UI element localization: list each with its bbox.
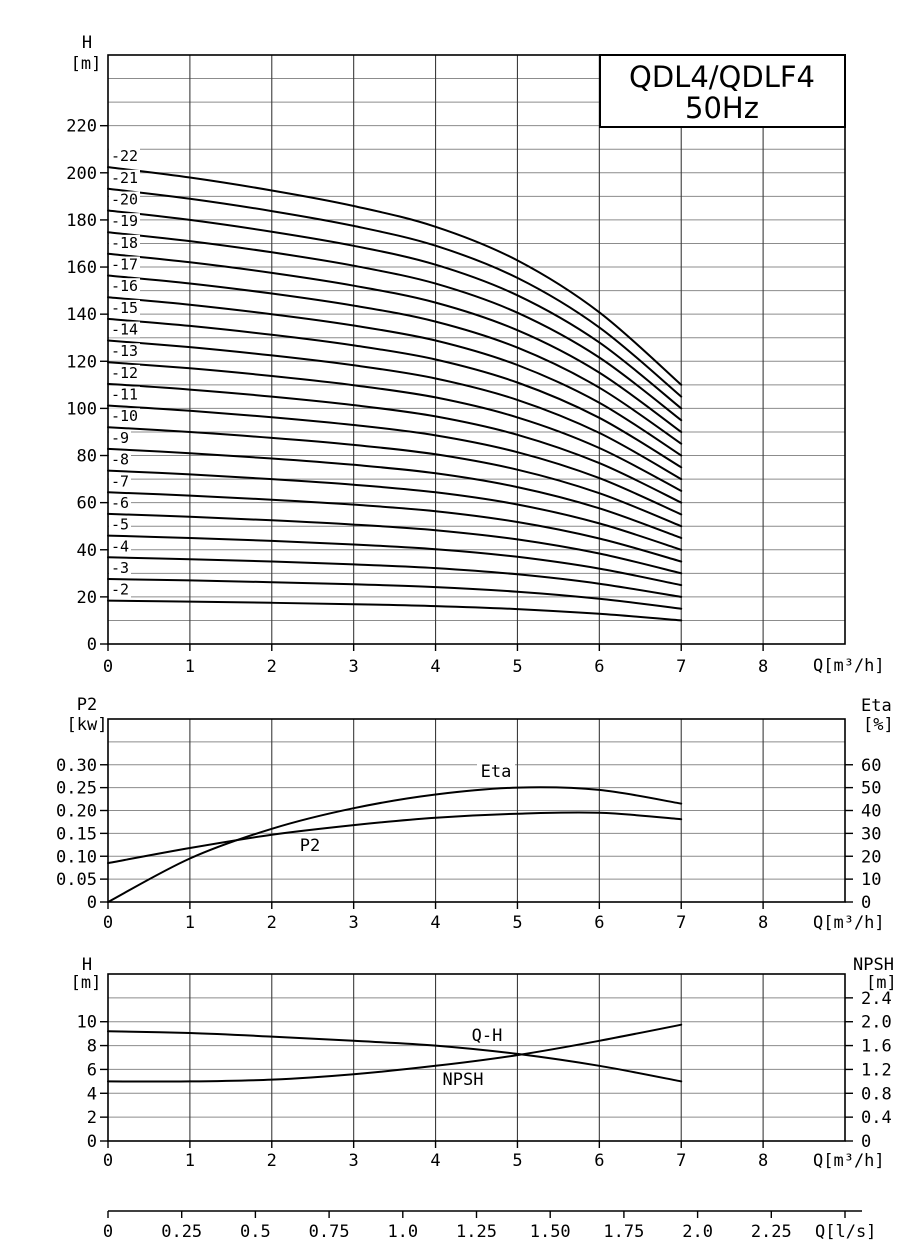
x-tick-label: 3 xyxy=(348,657,359,677)
head-curve--4 xyxy=(108,557,681,597)
generated-chart-layer xyxy=(56,55,892,1242)
x-tick-label: 1 xyxy=(184,1151,196,1171)
stage-label--16: -16 xyxy=(111,277,139,296)
qh-axis-unit: [m] xyxy=(70,973,102,993)
qh-label-text: Q-H xyxy=(471,1026,503,1046)
x-tick-label: 2 xyxy=(266,657,277,677)
y-tick-label-right: 60 xyxy=(861,755,882,776)
head-curve--5 xyxy=(108,536,681,586)
ls-tick-label: 0.5 xyxy=(240,1222,271,1242)
y-tick-label: 160 xyxy=(66,258,97,279)
head-curve--13 xyxy=(108,362,681,491)
y-tick-label-right: 0.4 xyxy=(861,1108,892,1129)
y-tick-label-right: 2.4 xyxy=(861,988,892,1009)
p2-label-text: P2 xyxy=(299,836,321,856)
ls-tick-label: 0.75 xyxy=(308,1222,350,1242)
title-box xyxy=(600,55,845,127)
stage-label--20: -20 xyxy=(111,190,139,209)
x-tick-label: 1 xyxy=(184,657,196,677)
eta-axis-title: Eta xyxy=(861,696,892,716)
x-tick-label: 8 xyxy=(757,657,769,677)
y-tick-label: 40 xyxy=(76,540,97,561)
x-tick-label: 7 xyxy=(676,657,687,677)
y-tick-label-left: 4 xyxy=(86,1084,97,1105)
head-axis-unit: [m] xyxy=(70,54,102,74)
x-tick-label: 1 xyxy=(184,913,196,933)
head-curve--2 xyxy=(108,601,681,621)
stage-label--12: -12 xyxy=(111,363,139,382)
ls-tick-label: 2.0 xyxy=(682,1222,713,1242)
npsh-axis-unit: [m] xyxy=(866,973,897,993)
stage-label--9: -9 xyxy=(111,428,130,447)
qh-curve-label xyxy=(466,1026,508,1046)
stage-label--5: -5 xyxy=(111,515,130,534)
ls-tick-label: 0.25 xyxy=(161,1222,203,1242)
x-tick-label: 8 xyxy=(757,913,769,933)
y-tick-label-left: 0.05 xyxy=(56,870,97,891)
npsh-curve-label xyxy=(439,1070,487,1090)
y-tick-label-left: 6 xyxy=(86,1060,97,1081)
x-tick-label: 0 xyxy=(102,1151,114,1171)
y-tick-label-right: 40 xyxy=(861,801,882,822)
stage-label--3: -3 xyxy=(111,558,130,577)
y-tick-label-left: 0.20 xyxy=(56,801,97,822)
p2-curve-label xyxy=(294,836,327,856)
stage-label--18: -18 xyxy=(111,233,139,252)
head-curve--15 xyxy=(108,319,681,467)
power-curve-P2 xyxy=(108,812,681,863)
stage-label--19: -19 xyxy=(111,212,139,231)
x-tick-label: 5 xyxy=(512,1151,523,1171)
head-curve--17 xyxy=(108,276,681,444)
stage-label--7: -7 xyxy=(111,472,130,491)
y-tick-label-right: 20 xyxy=(861,847,882,868)
x-tick-label: 7 xyxy=(676,1151,687,1171)
y-tick-label-right: 1.2 xyxy=(861,1060,892,1081)
head-curve--18 xyxy=(108,254,681,432)
x-tick-label: 2 xyxy=(266,1151,277,1171)
qh-chart-frame xyxy=(108,974,845,1141)
y-tick-label-right: 0 xyxy=(861,893,872,913)
y-tick-label-right: 2.0 xyxy=(861,1012,892,1033)
ls-tick-label: 1.25 xyxy=(456,1222,497,1242)
npsh-label-text: NPSH xyxy=(442,1070,484,1090)
y-tick-label: 80 xyxy=(76,446,97,467)
stage-label--14: -14 xyxy=(111,320,139,339)
y-tick-label-left: 0.25 xyxy=(56,778,97,799)
power-axis-title: P2 xyxy=(76,695,98,715)
stage-label--8: -8 xyxy=(111,450,130,469)
x-tick-label: 5 xyxy=(512,913,523,933)
y-tick-label-left: 0.10 xyxy=(56,847,97,868)
ls-tick-label: 0 xyxy=(102,1222,114,1242)
x-tick-label: 4 xyxy=(430,1151,441,1171)
x-tick-label: 0 xyxy=(102,657,114,677)
y-tick-label-right: 1.6 xyxy=(861,1036,892,1057)
x-tick-label: 2 xyxy=(266,913,277,933)
npsh-axis-title: NPSH xyxy=(853,955,894,975)
stage-label--17: -17 xyxy=(111,255,139,274)
eta-curve-label xyxy=(477,762,515,782)
y-tick-label: 60 xyxy=(76,493,97,514)
y-tick-label-right: 0 xyxy=(861,1132,872,1152)
x-tick-label: 0 xyxy=(102,913,114,933)
y-tick-label-right: 0.8 xyxy=(861,1084,892,1105)
y-tick-label: 20 xyxy=(76,587,97,608)
qh-curve-Q-H xyxy=(108,1031,681,1081)
x-tick-label: 3 xyxy=(348,913,359,933)
stage-label--15: -15 xyxy=(111,298,139,317)
stage-label--21: -21 xyxy=(111,168,139,187)
power-curve-Eta xyxy=(108,787,681,902)
stage-label--2: -2 xyxy=(111,580,130,599)
x-tick-label: 3 xyxy=(348,1151,359,1171)
stage-label--13: -13 xyxy=(111,342,139,361)
y-tick-label: 120 xyxy=(66,352,97,373)
stage-label--10: -10 xyxy=(111,407,139,426)
y-tick-label-left: 0 xyxy=(86,1132,97,1152)
qh-axis-title: H xyxy=(81,955,93,975)
flow-axis-unit-bottom: Q[m³/h] xyxy=(813,1151,885,1171)
head-curve--12 xyxy=(108,384,681,503)
y-tick-label-right: 10 xyxy=(861,870,882,891)
y-tick-label-left: 0.30 xyxy=(56,755,97,776)
y-tick-label-left: 2 xyxy=(86,1108,97,1129)
ls-tick-label: 1.0 xyxy=(387,1222,419,1242)
head-curve--11 xyxy=(108,406,681,515)
x-tick-label: 5 xyxy=(512,657,523,677)
y-tick-label-right: 50 xyxy=(861,778,882,799)
x-tick-label: 8 xyxy=(757,1151,769,1171)
y-tick-label-left: 8 xyxy=(86,1036,97,1057)
x-tick-label: 4 xyxy=(430,657,441,677)
eta-axis-unit: [%] xyxy=(863,715,894,735)
eta-label-text: Eta xyxy=(480,762,512,782)
y-tick-label-left: 10 xyxy=(76,1012,97,1033)
y-tick-label-left: 0 xyxy=(86,893,97,913)
chart-title-frequency: 50Hz xyxy=(685,91,759,125)
ls-tick-label: 1.75 xyxy=(603,1222,645,1242)
stage-label--11: -11 xyxy=(111,385,139,404)
y-tick-label: 200 xyxy=(66,163,97,184)
y-tick-label: 180 xyxy=(66,210,97,231)
x-tick-label: 4 xyxy=(430,913,441,933)
x-tick-label: 7 xyxy=(676,913,687,933)
x-tick-label: 6 xyxy=(594,657,605,677)
stage-label--22: -22 xyxy=(111,147,139,166)
ls-tick-label: 2.25 xyxy=(750,1222,792,1242)
chart-title-model: QDL4/QDLF4 xyxy=(629,60,815,94)
x-tick-label: 6 xyxy=(594,1151,605,1171)
flow-axis-unit-top: Q[m³/h] xyxy=(813,656,885,676)
power-axis-unit: [kw] xyxy=(66,715,108,735)
y-tick-label-left: 0.15 xyxy=(56,824,97,845)
y-tick-label: 220 xyxy=(66,116,97,137)
x-tick-label: 6 xyxy=(594,913,605,933)
flow-axis-unit-middle: Q[m³/h] xyxy=(813,913,885,933)
y-tick-label: 0 xyxy=(86,635,97,655)
y-tick-label-right: 30 xyxy=(861,824,882,845)
head-axis-title: H xyxy=(81,33,93,53)
flow-axis-unit-ls: Q[l/s] xyxy=(815,1222,877,1242)
y-tick-label: 100 xyxy=(66,399,97,420)
ls-tick-label: 1.50 xyxy=(529,1222,571,1242)
stage-label--4: -4 xyxy=(111,537,130,556)
y-tick-label: 140 xyxy=(66,305,97,326)
stage-label--6: -6 xyxy=(111,493,130,512)
